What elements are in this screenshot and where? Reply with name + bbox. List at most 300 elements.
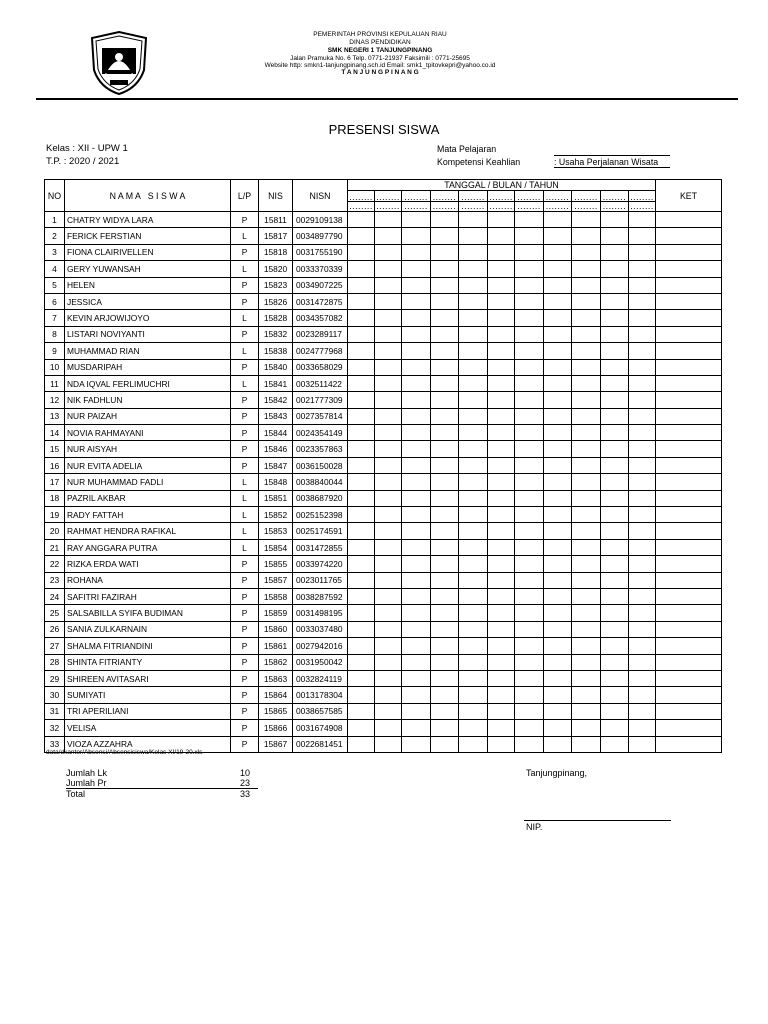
attendance-cell[interactable] <box>629 687 656 703</box>
attendance-cell[interactable] <box>431 375 459 391</box>
note-cell[interactable] <box>656 523 722 539</box>
attendance-cell[interactable] <box>572 654 601 670</box>
attendance-cell[interactable] <box>459 588 488 604</box>
attendance-cell[interactable] <box>488 228 515 244</box>
attendance-cell[interactable] <box>431 654 459 670</box>
attendance-cell[interactable] <box>348 572 375 588</box>
attendance-cell[interactable] <box>515 638 544 654</box>
note-cell[interactable] <box>656 457 722 473</box>
attendance-cell[interactable] <box>572 212 601 228</box>
attendance-cell[interactable] <box>601 293 629 309</box>
attendance-cell[interactable] <box>488 654 515 670</box>
attendance-cell[interactable] <box>375 572 402 588</box>
attendance-cell[interactable] <box>515 310 544 326</box>
attendance-cell[interactable] <box>572 310 601 326</box>
attendance-cell[interactable] <box>544 310 572 326</box>
attendance-cell[interactable] <box>544 736 572 752</box>
attendance-cell[interactable] <box>348 359 375 375</box>
attendance-cell[interactable] <box>459 638 488 654</box>
attendance-cell[interactable] <box>375 310 402 326</box>
attendance-cell[interactable] <box>544 326 572 342</box>
attendance-cell[interactable] <box>431 605 459 621</box>
attendance-cell[interactable] <box>515 687 544 703</box>
attendance-cell[interactable] <box>459 408 488 424</box>
attendance-cell[interactable] <box>431 408 459 424</box>
attendance-cell[interactable] <box>488 507 515 523</box>
attendance-cell[interactable] <box>402 556 431 572</box>
attendance-cell[interactable] <box>544 359 572 375</box>
attendance-cell[interactable] <box>572 588 601 604</box>
attendance-cell[interactable] <box>629 638 656 654</box>
attendance-cell[interactable] <box>572 507 601 523</box>
attendance-cell[interactable] <box>348 539 375 555</box>
attendance-cell[interactable] <box>375 343 402 359</box>
attendance-cell[interactable] <box>544 507 572 523</box>
attendance-cell[interactable] <box>601 228 629 244</box>
attendance-cell[interactable] <box>515 654 544 670</box>
attendance-cell[interactable] <box>348 277 375 293</box>
attendance-cell[interactable] <box>348 408 375 424</box>
attendance-cell[interactable] <box>601 588 629 604</box>
attendance-cell[interactable] <box>515 588 544 604</box>
attendance-cell[interactable] <box>348 474 375 490</box>
attendance-cell[interactable] <box>601 687 629 703</box>
attendance-cell[interactable] <box>348 490 375 506</box>
attendance-cell[interactable] <box>601 212 629 228</box>
attendance-cell[interactable] <box>348 703 375 719</box>
attendance-cell[interactable] <box>431 392 459 408</box>
attendance-cell[interactable] <box>601 523 629 539</box>
attendance-cell[interactable] <box>375 638 402 654</box>
attendance-cell[interactable] <box>572 638 601 654</box>
attendance-cell[interactable] <box>629 474 656 490</box>
attendance-cell[interactable] <box>375 736 402 752</box>
attendance-cell[interactable] <box>431 425 459 441</box>
attendance-cell[interactable] <box>348 654 375 670</box>
note-cell[interactable] <box>656 277 722 293</box>
attendance-cell[interactable] <box>488 375 515 391</box>
attendance-cell[interactable] <box>375 359 402 375</box>
attendance-cell[interactable] <box>402 293 431 309</box>
attendance-cell[interactable] <box>544 588 572 604</box>
attendance-cell[interactable] <box>431 343 459 359</box>
attendance-cell[interactable] <box>459 556 488 572</box>
attendance-cell[interactable] <box>515 736 544 752</box>
note-cell[interactable] <box>656 375 722 391</box>
attendance-cell[interactable] <box>348 556 375 572</box>
note-cell[interactable] <box>656 310 722 326</box>
attendance-cell[interactable] <box>348 228 375 244</box>
attendance-cell[interactable] <box>601 572 629 588</box>
attendance-cell[interactable] <box>515 507 544 523</box>
attendance-cell[interactable] <box>601 277 629 293</box>
attendance-cell[interactable] <box>402 490 431 506</box>
attendance-cell[interactable] <box>629 736 656 752</box>
attendance-cell[interactable] <box>488 605 515 621</box>
attendance-cell[interactable] <box>348 343 375 359</box>
attendance-cell[interactable] <box>601 261 629 277</box>
attendance-cell[interactable] <box>459 293 488 309</box>
attendance-cell[interactable] <box>572 736 601 752</box>
attendance-cell[interactable] <box>629 588 656 604</box>
attendance-cell[interactable] <box>629 293 656 309</box>
attendance-cell[interactable] <box>572 539 601 555</box>
attendance-cell[interactable] <box>431 621 459 637</box>
attendance-cell[interactable] <box>402 605 431 621</box>
attendance-cell[interactable] <box>348 588 375 604</box>
attendance-cell[interactable] <box>629 277 656 293</box>
attendance-cell[interactable] <box>601 605 629 621</box>
attendance-cell[interactable] <box>515 457 544 473</box>
attendance-cell[interactable] <box>431 212 459 228</box>
attendance-cell[interactable] <box>572 523 601 539</box>
note-cell[interactable] <box>656 228 722 244</box>
attendance-cell[interactable] <box>431 670 459 686</box>
attendance-cell[interactable] <box>515 539 544 555</box>
attendance-cell[interactable] <box>348 392 375 408</box>
attendance-cell[interactable] <box>459 359 488 375</box>
note-cell[interactable] <box>656 703 722 719</box>
attendance-cell[interactable] <box>459 212 488 228</box>
attendance-cell[interactable] <box>488 343 515 359</box>
attendance-cell[interactable] <box>629 343 656 359</box>
attendance-cell[interactable] <box>572 277 601 293</box>
attendance-cell[interactable] <box>402 687 431 703</box>
attendance-cell[interactable] <box>629 212 656 228</box>
note-cell[interactable] <box>656 425 722 441</box>
attendance-cell[interactable] <box>431 720 459 736</box>
attendance-cell[interactable] <box>629 490 656 506</box>
attendance-cell[interactable] <box>375 277 402 293</box>
attendance-cell[interactable] <box>601 343 629 359</box>
attendance-cell[interactable] <box>544 293 572 309</box>
attendance-cell[interactable] <box>488 703 515 719</box>
note-cell[interactable] <box>656 507 722 523</box>
attendance-cell[interactable] <box>601 720 629 736</box>
attendance-cell[interactable] <box>515 326 544 342</box>
attendance-cell[interactable] <box>629 326 656 342</box>
attendance-cell[interactable] <box>601 359 629 375</box>
attendance-cell[interactable] <box>488 425 515 441</box>
attendance-cell[interactable] <box>515 359 544 375</box>
attendance-cell[interactable] <box>515 572 544 588</box>
attendance-cell[interactable] <box>601 474 629 490</box>
attendance-cell[interactable] <box>515 212 544 228</box>
attendance-cell[interactable] <box>488 392 515 408</box>
attendance-cell[interactable] <box>515 621 544 637</box>
note-cell[interactable] <box>656 392 722 408</box>
attendance-cell[interactable] <box>431 277 459 293</box>
attendance-cell[interactable] <box>601 441 629 457</box>
attendance-cell[interactable] <box>601 457 629 473</box>
attendance-cell[interactable] <box>488 638 515 654</box>
note-cell[interactable] <box>656 687 722 703</box>
attendance-cell[interactable] <box>515 556 544 572</box>
note-cell[interactable] <box>656 343 722 359</box>
attendance-cell[interactable] <box>431 687 459 703</box>
attendance-cell[interactable] <box>629 228 656 244</box>
attendance-cell[interactable] <box>601 621 629 637</box>
attendance-cell[interactable] <box>629 425 656 441</box>
attendance-cell[interactable] <box>515 474 544 490</box>
attendance-cell[interactable] <box>629 670 656 686</box>
attendance-cell[interactable] <box>601 539 629 555</box>
attendance-cell[interactable] <box>431 507 459 523</box>
attendance-cell[interactable] <box>544 212 572 228</box>
note-cell[interactable] <box>656 556 722 572</box>
attendance-cell[interactable] <box>348 736 375 752</box>
attendance-cell[interactable] <box>431 244 459 260</box>
note-cell[interactable] <box>656 638 722 654</box>
attendance-cell[interactable] <box>544 670 572 686</box>
attendance-cell[interactable] <box>601 507 629 523</box>
attendance-cell[interactable] <box>488 621 515 637</box>
attendance-cell[interactable] <box>375 523 402 539</box>
note-cell[interactable] <box>656 572 722 588</box>
attendance-cell[interactable] <box>572 441 601 457</box>
attendance-cell[interactable] <box>459 375 488 391</box>
attendance-cell[interactable] <box>459 244 488 260</box>
attendance-cell[interactable] <box>402 572 431 588</box>
attendance-cell[interactable] <box>459 572 488 588</box>
attendance-cell[interactable] <box>515 523 544 539</box>
note-cell[interactable] <box>656 474 722 490</box>
attendance-cell[interactable] <box>402 408 431 424</box>
attendance-cell[interactable] <box>459 654 488 670</box>
attendance-cell[interactable] <box>402 523 431 539</box>
attendance-cell[interactable] <box>459 261 488 277</box>
attendance-cell[interactable] <box>544 638 572 654</box>
note-cell[interactable] <box>656 326 722 342</box>
attendance-cell[interactable] <box>572 359 601 375</box>
attendance-cell[interactable] <box>488 670 515 686</box>
attendance-cell[interactable] <box>375 326 402 342</box>
attendance-cell[interactable] <box>601 736 629 752</box>
attendance-cell[interactable] <box>402 457 431 473</box>
attendance-cell[interactable] <box>375 212 402 228</box>
attendance-cell[interactable] <box>375 425 402 441</box>
attendance-cell[interactable] <box>601 670 629 686</box>
attendance-cell[interactable] <box>601 556 629 572</box>
attendance-cell[interactable] <box>459 670 488 686</box>
attendance-cell[interactable] <box>488 310 515 326</box>
attendance-cell[interactable] <box>572 490 601 506</box>
attendance-cell[interactable] <box>544 277 572 293</box>
attendance-cell[interactable] <box>348 425 375 441</box>
attendance-cell[interactable] <box>375 687 402 703</box>
attendance-cell[interactable] <box>572 572 601 588</box>
note-cell[interactable] <box>656 736 722 752</box>
attendance-cell[interactable] <box>431 703 459 719</box>
attendance-cell[interactable] <box>572 228 601 244</box>
note-cell[interactable] <box>656 441 722 457</box>
attendance-cell[interactable] <box>431 588 459 604</box>
attendance-cell[interactable] <box>544 523 572 539</box>
attendance-cell[interactable] <box>348 605 375 621</box>
attendance-cell[interactable] <box>375 261 402 277</box>
attendance-cell[interactable] <box>572 605 601 621</box>
attendance-cell[interactable] <box>402 703 431 719</box>
attendance-cell[interactable] <box>375 605 402 621</box>
attendance-cell[interactable] <box>402 326 431 342</box>
attendance-cell[interactable] <box>348 720 375 736</box>
attendance-cell[interactable] <box>402 588 431 604</box>
attendance-cell[interactable] <box>348 638 375 654</box>
attendance-cell[interactable] <box>572 261 601 277</box>
attendance-cell[interactable] <box>544 720 572 736</box>
attendance-cell[interactable] <box>488 556 515 572</box>
attendance-cell[interactable] <box>572 670 601 686</box>
attendance-cell[interactable] <box>488 523 515 539</box>
note-cell[interactable] <box>656 408 722 424</box>
attendance-cell[interactable] <box>402 375 431 391</box>
note-cell[interactable] <box>656 359 722 375</box>
attendance-cell[interactable] <box>459 457 488 473</box>
attendance-cell[interactable] <box>402 277 431 293</box>
attendance-cell[interactable] <box>431 490 459 506</box>
attendance-cell[interactable] <box>375 375 402 391</box>
attendance-cell[interactable] <box>402 736 431 752</box>
attendance-cell[interactable] <box>488 261 515 277</box>
attendance-cell[interactable] <box>375 392 402 408</box>
attendance-cell[interactable] <box>629 720 656 736</box>
attendance-cell[interactable] <box>488 736 515 752</box>
note-cell[interactable] <box>656 605 722 621</box>
attendance-cell[interactable] <box>488 720 515 736</box>
attendance-cell[interactable] <box>375 621 402 637</box>
attendance-cell[interactable] <box>431 457 459 473</box>
attendance-cell[interactable] <box>431 441 459 457</box>
attendance-cell[interactable] <box>544 490 572 506</box>
attendance-cell[interactable] <box>544 687 572 703</box>
attendance-cell[interactable] <box>572 408 601 424</box>
attendance-cell[interactable] <box>544 441 572 457</box>
attendance-cell[interactable] <box>348 523 375 539</box>
attendance-cell[interactable] <box>402 392 431 408</box>
attendance-cell[interactable] <box>488 572 515 588</box>
attendance-cell[interactable] <box>629 261 656 277</box>
attendance-cell[interactable] <box>601 425 629 441</box>
attendance-cell[interactable] <box>629 523 656 539</box>
attendance-cell[interactable] <box>572 474 601 490</box>
attendance-cell[interactable] <box>348 212 375 228</box>
attendance-cell[interactable] <box>515 670 544 686</box>
attendance-cell[interactable] <box>402 212 431 228</box>
attendance-cell[interactable] <box>544 474 572 490</box>
attendance-cell[interactable] <box>431 556 459 572</box>
attendance-cell[interactable] <box>402 720 431 736</box>
attendance-cell[interactable] <box>459 687 488 703</box>
attendance-cell[interactable] <box>375 507 402 523</box>
attendance-cell[interactable] <box>375 703 402 719</box>
attendance-cell[interactable] <box>348 293 375 309</box>
attendance-cell[interactable] <box>515 228 544 244</box>
attendance-cell[interactable] <box>459 425 488 441</box>
attendance-cell[interactable] <box>544 654 572 670</box>
attendance-cell[interactable] <box>601 244 629 260</box>
attendance-cell[interactable] <box>459 605 488 621</box>
attendance-cell[interactable] <box>348 310 375 326</box>
attendance-cell[interactable] <box>375 490 402 506</box>
attendance-cell[interactable] <box>572 720 601 736</box>
attendance-cell[interactable] <box>431 638 459 654</box>
attendance-cell[interactable] <box>629 703 656 719</box>
attendance-cell[interactable] <box>601 654 629 670</box>
attendance-cell[interactable] <box>572 343 601 359</box>
attendance-cell[interactable] <box>544 261 572 277</box>
note-cell[interactable] <box>656 244 722 260</box>
attendance-cell[interactable] <box>601 392 629 408</box>
attendance-cell[interactable] <box>431 736 459 752</box>
attendance-cell[interactable] <box>402 654 431 670</box>
attendance-cell[interactable] <box>431 523 459 539</box>
attendance-cell[interactable] <box>601 408 629 424</box>
attendance-cell[interactable] <box>629 310 656 326</box>
attendance-cell[interactable] <box>629 654 656 670</box>
attendance-cell[interactable] <box>348 375 375 391</box>
attendance-cell[interactable] <box>459 228 488 244</box>
attendance-cell[interactable] <box>488 474 515 490</box>
attendance-cell[interactable] <box>375 654 402 670</box>
attendance-cell[interactable] <box>459 277 488 293</box>
attendance-cell[interactable] <box>572 293 601 309</box>
attendance-cell[interactable] <box>544 408 572 424</box>
attendance-cell[interactable] <box>459 326 488 342</box>
attendance-cell[interactable] <box>544 425 572 441</box>
attendance-cell[interactable] <box>544 605 572 621</box>
attendance-cell[interactable] <box>488 539 515 555</box>
attendance-cell[interactable] <box>431 310 459 326</box>
attendance-cell[interactable] <box>375 588 402 604</box>
note-cell[interactable] <box>656 720 722 736</box>
attendance-cell[interactable] <box>402 261 431 277</box>
attendance-cell[interactable] <box>459 310 488 326</box>
attendance-cell[interactable] <box>488 408 515 424</box>
note-cell[interactable] <box>656 212 722 228</box>
attendance-cell[interactable] <box>515 703 544 719</box>
attendance-cell[interactable] <box>629 441 656 457</box>
attendance-cell[interactable] <box>431 572 459 588</box>
attendance-cell[interactable] <box>629 408 656 424</box>
attendance-cell[interactable] <box>375 539 402 555</box>
attendance-cell[interactable] <box>572 703 601 719</box>
attendance-cell[interactable] <box>431 228 459 244</box>
attendance-cell[interactable] <box>629 556 656 572</box>
attendance-cell[interactable] <box>488 326 515 342</box>
attendance-cell[interactable] <box>375 474 402 490</box>
attendance-cell[interactable] <box>544 572 572 588</box>
attendance-cell[interactable] <box>348 244 375 260</box>
attendance-cell[interactable] <box>629 507 656 523</box>
attendance-cell[interactable] <box>348 687 375 703</box>
attendance-cell[interactable] <box>459 523 488 539</box>
attendance-cell[interactable] <box>544 539 572 555</box>
attendance-cell[interactable] <box>348 457 375 473</box>
attendance-cell[interactable] <box>544 228 572 244</box>
attendance-cell[interactable] <box>348 326 375 342</box>
attendance-cell[interactable] <box>348 441 375 457</box>
attendance-cell[interactable] <box>402 425 431 441</box>
attendance-cell[interactable] <box>402 621 431 637</box>
attendance-cell[interactable] <box>459 343 488 359</box>
attendance-cell[interactable] <box>488 588 515 604</box>
attendance-cell[interactable] <box>375 670 402 686</box>
attendance-cell[interactable] <box>488 490 515 506</box>
attendance-cell[interactable] <box>601 326 629 342</box>
attendance-cell[interactable] <box>431 539 459 555</box>
attendance-cell[interactable] <box>459 441 488 457</box>
attendance-cell[interactable] <box>459 507 488 523</box>
